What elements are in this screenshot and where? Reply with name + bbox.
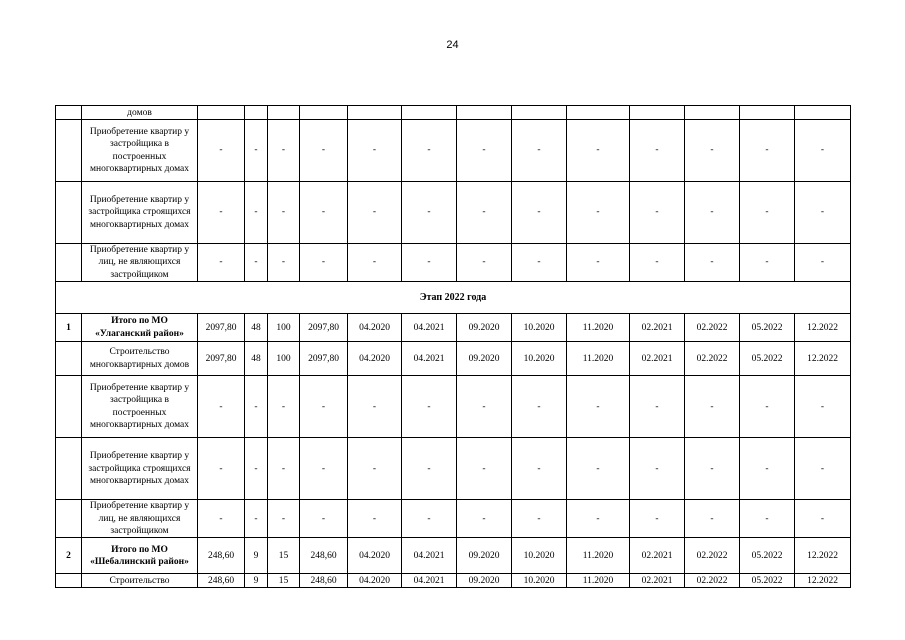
table-cell: 100 [268, 342, 300, 376]
table-cell: 09.2020 [457, 314, 512, 342]
table-cell: 10.2020 [512, 314, 567, 342]
table-cell: - [567, 182, 630, 244]
table-cell: 05.2022 [740, 314, 795, 342]
table-cell: 48 [245, 342, 268, 376]
table-cell: - [685, 120, 740, 182]
table-cell [457, 106, 512, 120]
row-number: 1 [56, 314, 82, 342]
table-cell: - [512, 438, 567, 500]
table-cell: 11.2020 [567, 342, 630, 376]
table-cell: - [198, 438, 245, 500]
table-cell: 04.2021 [402, 574, 457, 588]
table-cell [567, 106, 630, 120]
table-cell [630, 106, 685, 120]
table-cell: - [630, 500, 685, 538]
table-cell: - [685, 438, 740, 500]
table-cell: - [740, 182, 795, 244]
table-cell: - [245, 244, 268, 282]
table-cell: - [402, 182, 457, 244]
table-cell: 10.2020 [512, 342, 567, 376]
table-cell: - [268, 182, 300, 244]
table-cell: 02.2021 [630, 538, 685, 574]
table-cell: 10.2020 [512, 538, 567, 574]
table-cell: - [300, 376, 348, 438]
table-cell: - [300, 120, 348, 182]
table-cell: - [402, 500, 457, 538]
table-cell: - [795, 376, 851, 438]
table-row [56, 342, 851, 376]
table-cell: - [630, 438, 685, 500]
page-number: 24 [446, 39, 459, 51]
table-row [56, 314, 851, 342]
table-cell: 04.2020 [348, 538, 402, 574]
table-cell: - [300, 500, 348, 538]
row-number [56, 438, 82, 500]
table-cell: 12.2022 [795, 314, 851, 342]
row-number [56, 342, 82, 376]
table-cell: - [685, 244, 740, 282]
program-stages-table [55, 105, 851, 588]
table-cell: 248,60 [198, 538, 245, 574]
table-cell: - [198, 500, 245, 538]
row-label: Строительство многоквартирных домов [82, 342, 198, 376]
table-cell: 15 [268, 574, 300, 588]
table-cell: - [457, 182, 512, 244]
table-cell: 02.2021 [630, 342, 685, 376]
stage-heading: Этап 2022 года [56, 282, 851, 314]
table-cell: 2097,80 [198, 342, 245, 376]
table-cell [348, 106, 402, 120]
row-label: Приобретение квартир у застройщика в построенных многоквартирных домах [82, 120, 198, 182]
table-cell [245, 106, 268, 120]
table-cell: - [795, 438, 851, 500]
table-cell: 9 [245, 538, 268, 574]
table-cell: - [740, 438, 795, 500]
table-cell: 04.2021 [402, 342, 457, 376]
table-cell: - [402, 376, 457, 438]
table-row [56, 538, 851, 574]
table-cell [512, 106, 567, 120]
table-cell: - [268, 376, 300, 438]
table-cell: - [457, 376, 512, 438]
table-cell: - [268, 438, 300, 500]
table-cell: 48 [245, 314, 268, 342]
row-number [56, 376, 82, 438]
table-cell: 02.2022 [685, 314, 740, 342]
row-label: Приобретение квартир у лиц, не являющихся застройщиком [82, 244, 198, 282]
table-cell: - [630, 244, 685, 282]
table-cell: - [245, 376, 268, 438]
table-cell: - [685, 500, 740, 538]
table-cell: 04.2020 [348, 314, 402, 342]
table-row [56, 106, 851, 120]
table-cell: - [402, 120, 457, 182]
table-cell: 11.2020 [567, 574, 630, 588]
table-cell: - [630, 376, 685, 438]
table-cell: - [198, 120, 245, 182]
table-cell: - [245, 120, 268, 182]
table-cell: - [512, 182, 567, 244]
row-label: Приобретение квартир у застройщика в построенных многоквартирных домах [82, 376, 198, 438]
table-cell: - [512, 376, 567, 438]
row-label: домов [82, 106, 198, 120]
table-cell: 09.2020 [457, 342, 512, 376]
table-cell: - [457, 500, 512, 538]
table-cell: 02.2022 [685, 342, 740, 376]
table-row [56, 182, 851, 244]
table-cell: 05.2022 [740, 342, 795, 376]
table-cell: - [567, 438, 630, 500]
table-body [56, 106, 851, 588]
table-cell: - [740, 500, 795, 538]
table-cell: 04.2021 [402, 538, 457, 574]
table-cell: 2097,80 [300, 342, 348, 376]
table-cell: 05.2022 [740, 574, 795, 588]
table-cell: - [512, 120, 567, 182]
table-cell: - [567, 244, 630, 282]
table-cell: - [268, 500, 300, 538]
table-cell: - [348, 244, 402, 282]
table-cell: - [348, 376, 402, 438]
table-cell: - [630, 182, 685, 244]
row-number [56, 244, 82, 282]
table-cell: 2097,80 [300, 314, 348, 342]
table-cell [685, 106, 740, 120]
table-cell: - [457, 438, 512, 500]
table-cell: - [795, 120, 851, 182]
table-cell: - [740, 120, 795, 182]
table-row [56, 244, 851, 282]
table-cell: - [198, 244, 245, 282]
table-cell: 12.2022 [795, 538, 851, 574]
table-cell: 05.2022 [740, 538, 795, 574]
row-number [56, 500, 82, 538]
table-cell: 09.2020 [457, 574, 512, 588]
row-label: Итого по МО «Шебалинский район» [82, 538, 198, 574]
row-number [56, 182, 82, 244]
table-cell: 04.2021 [402, 314, 457, 342]
table-cell [268, 106, 300, 120]
table-cell: 2097,80 [198, 314, 245, 342]
table-cell: - [198, 376, 245, 438]
table-cell: 12.2022 [795, 342, 851, 376]
table-cell: 248,60 [300, 574, 348, 588]
table-row [56, 574, 851, 588]
table-cell: - [300, 182, 348, 244]
table-cell: - [685, 376, 740, 438]
table-cell: - [245, 438, 268, 500]
table-cell: 15 [268, 538, 300, 574]
row-label: Строительство [82, 574, 198, 588]
table-row [56, 438, 851, 500]
table-cell: 248,60 [300, 538, 348, 574]
table-row [56, 376, 851, 438]
table-cell: - [512, 500, 567, 538]
stage-row [56, 282, 851, 314]
table-cell: - [630, 120, 685, 182]
table-cell: - [512, 244, 567, 282]
table-cell: - [567, 500, 630, 538]
table-cell: - [198, 182, 245, 244]
table-cell: - [457, 120, 512, 182]
table-cell [402, 106, 457, 120]
table-cell [300, 106, 348, 120]
table-cell: 248,60 [198, 574, 245, 588]
table-cell: 09.2020 [457, 538, 512, 574]
row-number: 2 [56, 538, 82, 574]
table-cell: - [402, 438, 457, 500]
table-cell [198, 106, 245, 120]
table-cell: - [685, 182, 740, 244]
table-cell: - [567, 376, 630, 438]
table-cell: 02.2022 [685, 538, 740, 574]
table-cell: - [348, 182, 402, 244]
row-label: Приобретение квартир у лиц, не являющихся застройщиком [82, 500, 198, 538]
table-cell: 04.2020 [348, 574, 402, 588]
table-cell: - [300, 438, 348, 500]
table-cell: 02.2021 [630, 314, 685, 342]
table-cell: 04.2020 [348, 342, 402, 376]
table-cell: - [795, 500, 851, 538]
table-cell [740, 106, 795, 120]
table-cell: - [740, 244, 795, 282]
table-cell: - [795, 182, 851, 244]
table-cell: 100 [268, 314, 300, 342]
row-label: Приобретение квартир у застройщика строящихся многоквартирных домах [82, 182, 198, 244]
table-cell: - [567, 120, 630, 182]
table-cell: - [268, 244, 300, 282]
table-cell: - [348, 120, 402, 182]
table-cell: - [348, 438, 402, 500]
row-number [56, 106, 82, 120]
table-cell: - [457, 244, 512, 282]
table-cell: 9 [245, 574, 268, 588]
table-cell: 02.2021 [630, 574, 685, 588]
table-cell: 10.2020 [512, 574, 567, 588]
table-cell: - [268, 120, 300, 182]
table-cell: - [300, 244, 348, 282]
table-cell: 11.2020 [567, 314, 630, 342]
table-cell: - [795, 244, 851, 282]
table-cell: 02.2022 [685, 574, 740, 588]
table-cell: - [402, 244, 457, 282]
table-cell: 11.2020 [567, 538, 630, 574]
table-cell: 12.2022 [795, 574, 851, 588]
table-cell: - [348, 500, 402, 538]
table-row [56, 500, 851, 538]
row-number [56, 120, 82, 182]
row-label: Приобретение квартир у застройщика строящихся многоквартирных домах [82, 438, 198, 500]
table-cell [795, 106, 851, 120]
table-row [56, 120, 851, 182]
table-cell: - [740, 376, 795, 438]
table-cell: - [245, 182, 268, 244]
row-number [56, 574, 82, 588]
table-cell: - [245, 500, 268, 538]
row-label: Итого по МО «Улаганский район» [82, 314, 198, 342]
